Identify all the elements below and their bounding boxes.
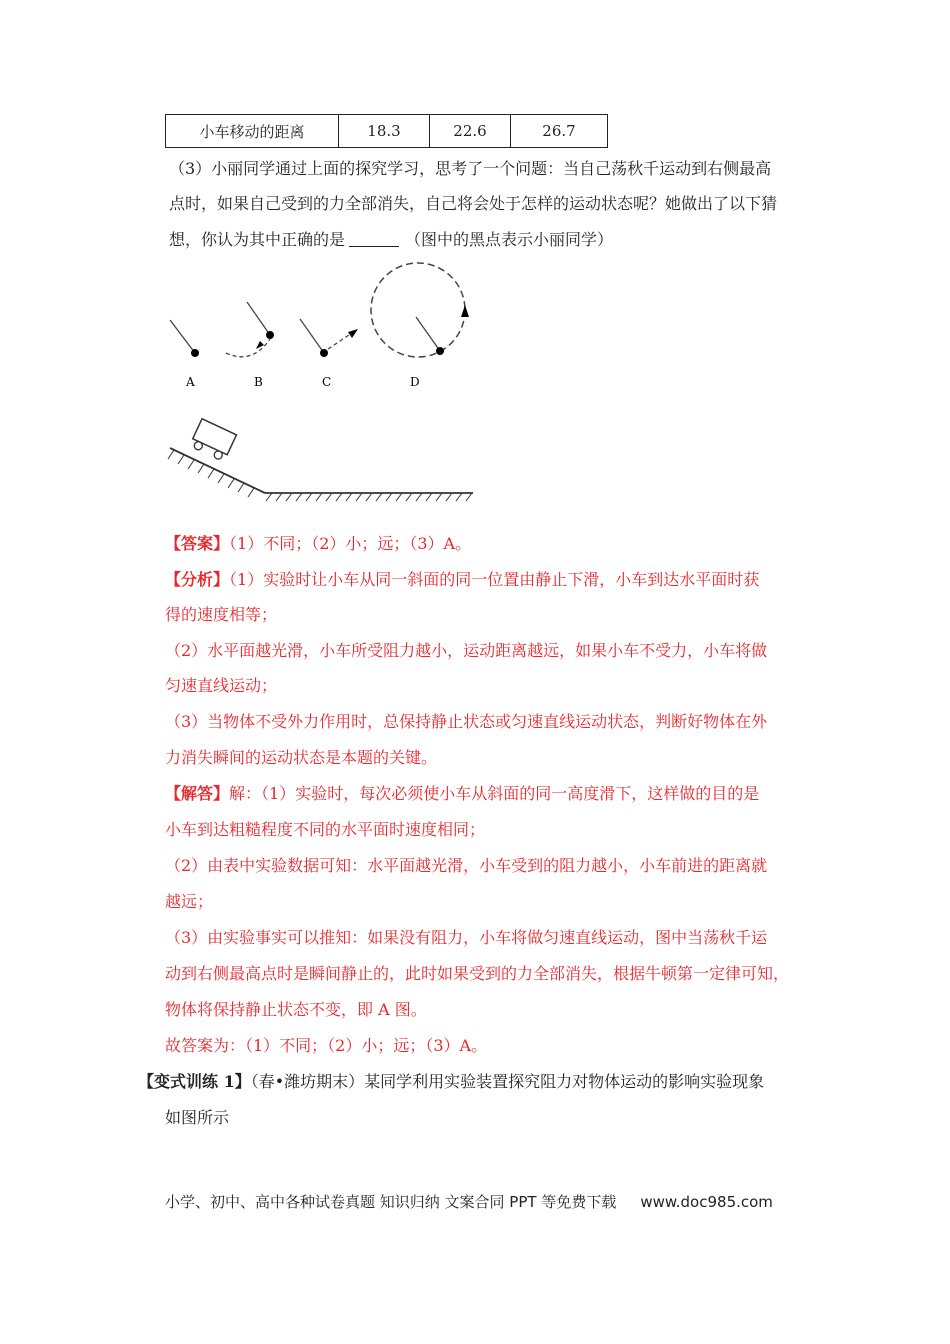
question-line: （3）小丽同学通过上面的探究学习，思考了一个问题：当自己荡秋千运动到右侧最高 bbox=[169, 159, 772, 178]
dashed-arc-b bbox=[226, 339, 270, 357]
solution-line: 越远； bbox=[165, 892, 214, 911]
question-line bbox=[169, 230, 613, 250]
table-cell: 18.3 bbox=[339, 115, 430, 148]
ground-hatching bbox=[266, 493, 472, 501]
answer-tag: 【答案】 bbox=[165, 534, 230, 553]
table-cell: 26.7 bbox=[511, 115, 608, 148]
swing-figures bbox=[160, 255, 480, 395]
analysis-tag: 【分析】 bbox=[165, 570, 230, 589]
question-text: （图中的黑点表示小丽同学） bbox=[405, 230, 614, 249]
solution-line: （2）由表中实验数据可知：水平面越光滑，小车受到的阻力越小，小车前进的距离就 bbox=[165, 856, 768, 875]
answer-text: （1）不同；（2）小；远；（3）A。 bbox=[229, 534, 472, 553]
variant-tag: 【变式训练 1】 bbox=[138, 1072, 251, 1091]
analysis-line bbox=[165, 570, 759, 590]
solution-line: 动到右侧最高点时是瞬间静止的，此时如果受到的力全部消失，根据牛顿第一定律可知， bbox=[165, 964, 790, 983]
arrow-c bbox=[348, 329, 358, 338]
pendulum-string-b bbox=[247, 302, 270, 335]
solution-line: （3）由实验事实可以推知：如果没有阻力，小车将做匀速直线运动，图中当荡秋千运 bbox=[165, 928, 768, 947]
girl-dot-a bbox=[191, 349, 199, 357]
figure-label-d: D bbox=[410, 375, 420, 389]
dashed-line-c bbox=[328, 333, 352, 349]
footer-url[interactable]: www.doc985.com bbox=[640, 1193, 773, 1211]
girl-dot-b bbox=[266, 331, 274, 339]
question-line: 点时，如果自己受到的力全部消失，自己将会处于怎样的运动状态呢？她做出了以下猜 bbox=[169, 194, 778, 213]
variant-text: （春•潍坊期末）某同学利用实验装置探究阻力对物体运动的影响实验现象 bbox=[250, 1072, 765, 1091]
answer-blank bbox=[349, 230, 399, 247]
pendulum-string-d bbox=[416, 317, 440, 351]
answer-line bbox=[165, 534, 471, 554]
distance-table bbox=[165, 114, 608, 148]
solution-text: （1）实验时，每次必须使小车从斜面的同一高度滑下，这样做的目的是 bbox=[261, 784, 760, 803]
figure-label-a: A bbox=[186, 375, 195, 389]
table-row bbox=[166, 115, 608, 148]
incline-hatching bbox=[168, 450, 254, 497]
dashed-circle-d bbox=[371, 263, 465, 357]
analysis-line: （3）当物体不受外力作用时，总保持静止状态或匀速直线运动状态，判断好物体在外 bbox=[165, 712, 768, 731]
arrow-b bbox=[256, 341, 264, 349]
girl-dot-d bbox=[436, 347, 444, 355]
solution-line bbox=[165, 784, 759, 804]
page-footer bbox=[165, 1191, 773, 1212]
analysis-line: （2）水平面越光滑，小车所受阻力越小，运动距离越远，如果小车不受力，小车将做 bbox=[165, 641, 768, 660]
pendulum-string-c bbox=[300, 319, 324, 353]
incline-cart-figure bbox=[160, 415, 480, 505]
solution-line: 物体将保持静止状态不变，即 A 图。 bbox=[165, 1000, 427, 1019]
analysis-line: 匀速直线运动； bbox=[165, 676, 278, 695]
variant-line: 如图所示 bbox=[165, 1108, 230, 1127]
question-text: 想，你认为其中正确的是 bbox=[169, 230, 346, 249]
girl-dot-c bbox=[320, 349, 328, 357]
final-answer-line: 故答案为：（1）不同；（2）小；远；（3）A。 bbox=[165, 1036, 488, 1055]
figure-label-b: B bbox=[254, 375, 263, 389]
solution-line: 小车到达粗糙程度不同的水平面时速度相同； bbox=[165, 820, 486, 839]
solution-tag: 【解答】 bbox=[165, 784, 230, 803]
pendulum-string-a bbox=[170, 320, 195, 353]
figure-label-c: C bbox=[322, 375, 332, 389]
cart bbox=[189, 419, 236, 462]
analysis-line: 力消失瞬间的运动状态是本题的关键。 bbox=[165, 748, 438, 767]
analysis-text: （1）实验时让小车从同一斜面的同一位置由静止下滑，小车到达水平面时获 bbox=[229, 570, 760, 589]
footer-text: 小学、初中、高中各种试卷真题 知识归纳 文案合同 PPT 等免费下载 bbox=[165, 1193, 617, 1211]
variant-line bbox=[138, 1072, 764, 1092]
solution-lead: 解： bbox=[229, 784, 262, 803]
arrow-d bbox=[461, 305, 469, 317]
table-cell: 22.6 bbox=[430, 115, 511, 148]
analysis-line: 得的速度相等； bbox=[165, 605, 278, 624]
table-row-label: 小车移动的距离 bbox=[166, 115, 339, 148]
